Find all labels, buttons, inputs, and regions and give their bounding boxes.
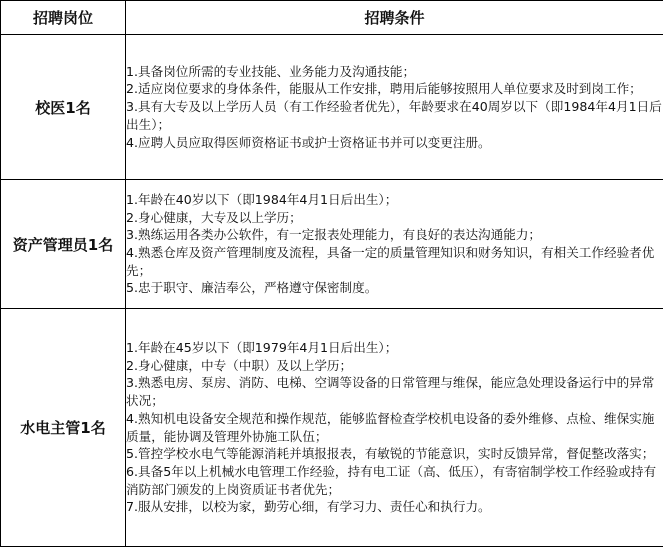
table-row-school-doctor bbox=[1, 35, 663, 180]
condition-item: 2.身心健康，中专（中职）及以上学历； bbox=[126, 357, 353, 373]
condition-item: 1.年龄在40岁以下（即1984年4月1日后出生）； bbox=[126, 191, 398, 207]
condition-item: 3.具有大专及以上学历人员（有工作经验者优先），年龄要求在40周岁以下（即1984年4月1日后出生）； bbox=[126, 99, 662, 132]
conditions-cell bbox=[126, 180, 663, 309]
condition-item: 3.熟悉电房、泵房、消防、电梯、空调等设备的日常管理与维保，能应急处理设备运行中的异常状况； bbox=[126, 375, 655, 409]
table-row-utilities-supervisor bbox=[1, 309, 663, 547]
header-conditions: 招聘条件 bbox=[126, 1, 663, 35]
condition-item: 4.熟悉仓库及资产管理制度及流程，具备一定的质量管理知识和财务知识，有相关工作经验者优先； bbox=[126, 245, 655, 278]
condition-item: 2.身心健康，大专及以上学历； bbox=[126, 209, 302, 225]
condition-item: 1.年龄在45岁以下（即1979年4月1日后出生）； bbox=[126, 339, 398, 355]
condition-item: 6.具备5年以上机械水电管理工作经验，持有电工证（高、低压），有寄宿制学校工作经验或持有消防部门颁发的上岗资质证书者优先； bbox=[126, 463, 657, 497]
condition-item: 7.服从安排，以校为家，勤劳心细，有学习力、责任心和执行力。 bbox=[126, 499, 491, 515]
header-row bbox=[1, 1, 663, 35]
condition-item: 2.适应岗位要求的身体条件，能服从工作安排，聘用后能够按照用人单位要求及时到岗工作； bbox=[126, 81, 642, 97]
conditions-cell bbox=[126, 309, 663, 547]
condition-item: 3.熟练运用各类办公软件，有一定报表处理能力，有良好的表达沟通能力； bbox=[126, 227, 542, 243]
conditions-cell bbox=[126, 35, 663, 180]
position-cell: 水电主管1名 bbox=[1, 309, 126, 547]
position-cell: 校医1名 bbox=[1, 35, 126, 180]
condition-item: 4.熟知机电设备安全规范和操作规范，能够监督检查学校机电设备的委外维修、点检、维保实施质量，能协调及管理外协施工队伍； bbox=[126, 410, 655, 444]
position-cell: 资产管理员1名 bbox=[1, 180, 126, 309]
condition-item: 4.应聘人员应取得医师资格证书或护士资格证书并可以变更注册。 bbox=[126, 134, 491, 150]
condition-item: 5.忠于职守、廉洁奉公，严格遵守保密制度。 bbox=[126, 280, 378, 296]
condition-item: 5.管控学校水电气等能源消耗并填报报表，有敏锐的节能意识，实时反馈异常，督促整改落实； bbox=[126, 446, 655, 462]
table-row-asset-manager bbox=[1, 180, 663, 309]
condition-item: 1.具备岗位所需的专业技能、业务能力及沟通技能； bbox=[126, 63, 416, 79]
header-position: 招聘岗位 bbox=[1, 1, 126, 35]
